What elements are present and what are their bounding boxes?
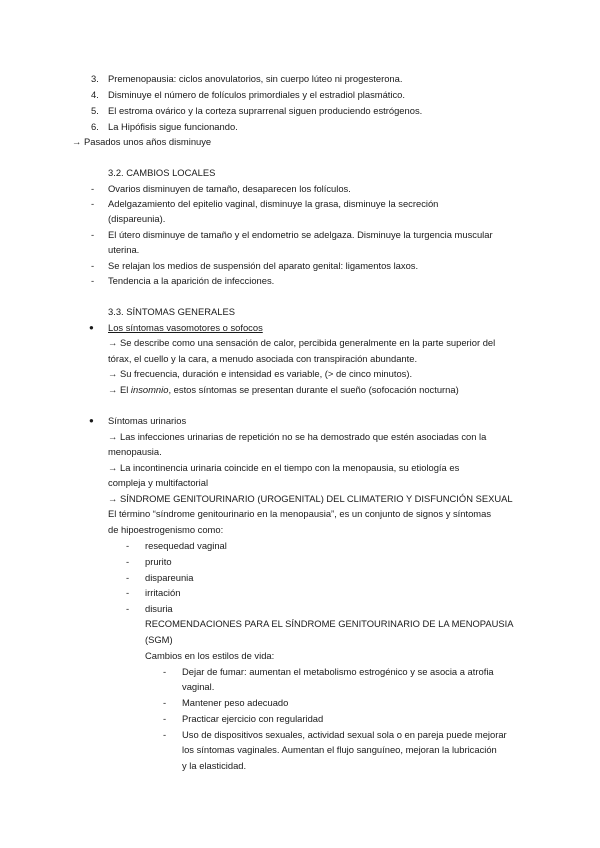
urinary-line: → SÍNDROME GENITOURINARIO (UROGENITAL) DEL CLIMATERIO Y DISFUNCIÓN SEXUAL xyxy=(108,493,513,504)
dash-bullet: - xyxy=(163,697,167,708)
dash-bullet: - xyxy=(163,729,167,740)
lifestyle-line: Mantener peso adecuado xyxy=(182,697,289,708)
symptom-item: dispareunia xyxy=(145,572,194,583)
urinary-line: compleja y multifactorial xyxy=(108,477,209,488)
symptom-item: resequedad vaginal xyxy=(145,540,227,551)
dash-bullet: - xyxy=(91,275,95,286)
lifestyle-line: y la elasticidad. xyxy=(182,760,247,771)
local-item-line: (dispareunia). xyxy=(108,213,166,224)
dash-bullet: - xyxy=(91,183,95,194)
local-item-line: Tendencia a la aparición de infecciones. xyxy=(108,275,275,286)
section-heading-general: 3.3. SÍNTOMAS GENERALES xyxy=(108,306,235,317)
urinary-line: El término “síndrome genitourinario en la menopausia”, es un conjunto de signos y síntomas xyxy=(108,508,492,519)
urinary-line: menopausia. xyxy=(108,446,162,457)
list-item-text: Disminuye el número de folículos primordiales y el estradiol plasmático. xyxy=(108,89,406,100)
lifestyle-line: vaginal. xyxy=(182,681,215,692)
lifestyle-line: Dejar de fumar: aumentan el metabolismo estrogénico y se asocia a atrofia xyxy=(182,666,494,677)
reco-title: (SGM) xyxy=(145,634,173,645)
lifestyle-line: Uso de dispositivos sexuales, actividad sexual sola o en pareja puede mejorar xyxy=(182,729,507,740)
lifestyle-line: Practicar ejercicio con regularidad xyxy=(182,713,324,724)
symptom-item: disuria xyxy=(145,603,173,614)
insomnio-suffix: , estos síntomas se presentan durante el sueño (sofocación nocturna) xyxy=(168,384,459,395)
dash-bullet: - xyxy=(126,587,130,598)
urinary-line: → Las infecciones urinarias de repetición no se ha demostrado que estén asociadas con la xyxy=(108,431,487,442)
list-number: 4. xyxy=(91,89,99,100)
list-item-text: El estroma ovárico y la corteza suprarrenal siguen produciendo estrógenos. xyxy=(108,105,423,116)
dash-bullet: - xyxy=(91,198,95,209)
vasomotor-line: → Su frecuencia, duración e intensidad es variable, (> de cinco minutos). xyxy=(108,368,413,379)
dash-bullet: - xyxy=(163,666,167,677)
vasomotor-line: tórax, el cuello y la cara, a menudo asociada con transpiración abundante. xyxy=(108,353,418,364)
vasomotor-line: → Se describe como una sensación de calor, percibida generalmente en la parte superior del xyxy=(108,337,496,348)
insomnio-word: insomnio xyxy=(130,384,169,395)
dash-bullet: - xyxy=(91,260,95,271)
dash-bullet: - xyxy=(126,540,130,551)
local-item-line: El útero disminuye de tamaño y el endometrio se adelgaza. Disminuye la turgencia muscular xyxy=(108,229,493,240)
symptom-item: prurito xyxy=(145,556,172,567)
lifestyle-title: Cambios en los estilos de vida: xyxy=(145,650,275,661)
insomnio-prefix: → El xyxy=(108,384,131,395)
dash-bullet: - xyxy=(126,603,130,614)
reco-title: RECOMENDACIONES PARA EL SÍNDROME GENITOURINARIO DE LA MENOPAUSIA xyxy=(145,618,514,629)
dash-bullet: - xyxy=(126,556,130,567)
note-years: → Pasados unos años disminuye xyxy=(72,136,212,147)
dash-bullet: - xyxy=(91,229,95,240)
symptom-item: irritación xyxy=(145,587,181,598)
dash-bullet: - xyxy=(126,572,130,583)
urinary-line: → La incontinencia urinaria coincide en el tiempo con la menopausia, su etiología es xyxy=(108,462,460,473)
urinary-title: Síntomas urinarios xyxy=(108,415,187,426)
list-item-text: Premenopausia: ciclos anovulatorios, sin cuerpo lúteo ni progesterona. xyxy=(108,73,403,84)
list-number: 5. xyxy=(91,105,99,116)
urinary-line: de hipoestrogenismo como: xyxy=(108,524,224,535)
insomnio-line xyxy=(108,384,459,396)
section-heading-local: 3.2. CAMBIOS LOCALES xyxy=(108,167,216,178)
list-number: 6. xyxy=(91,121,99,132)
local-item-line: Se relajan los medios de suspensión del aparato genital: ligamentos laxos. xyxy=(108,260,419,271)
list-item-text: La Hipófisis sigue funcionando. xyxy=(108,121,238,132)
local-item-line: uterina. xyxy=(108,244,140,255)
local-item-line: Adelgazamiento del epitelio vaginal, disminuye la grasa, disminuye la secreción xyxy=(108,198,439,209)
lifestyle-line: los síntomas vaginales. Aumentan el flujo sanguíneo, mejoran la lubricación xyxy=(182,744,497,755)
bullet-dot: ● xyxy=(89,323,94,332)
dash-bullet: - xyxy=(163,713,167,724)
local-item-line: Ovarios disminuyen de tamaño, desaparecen los folículos. xyxy=(108,183,351,194)
vasomotor-title: Los síntomas vasomotores o sofocos xyxy=(108,322,263,333)
list-number: 3. xyxy=(91,73,99,84)
bullet-dot: ● xyxy=(89,416,94,425)
